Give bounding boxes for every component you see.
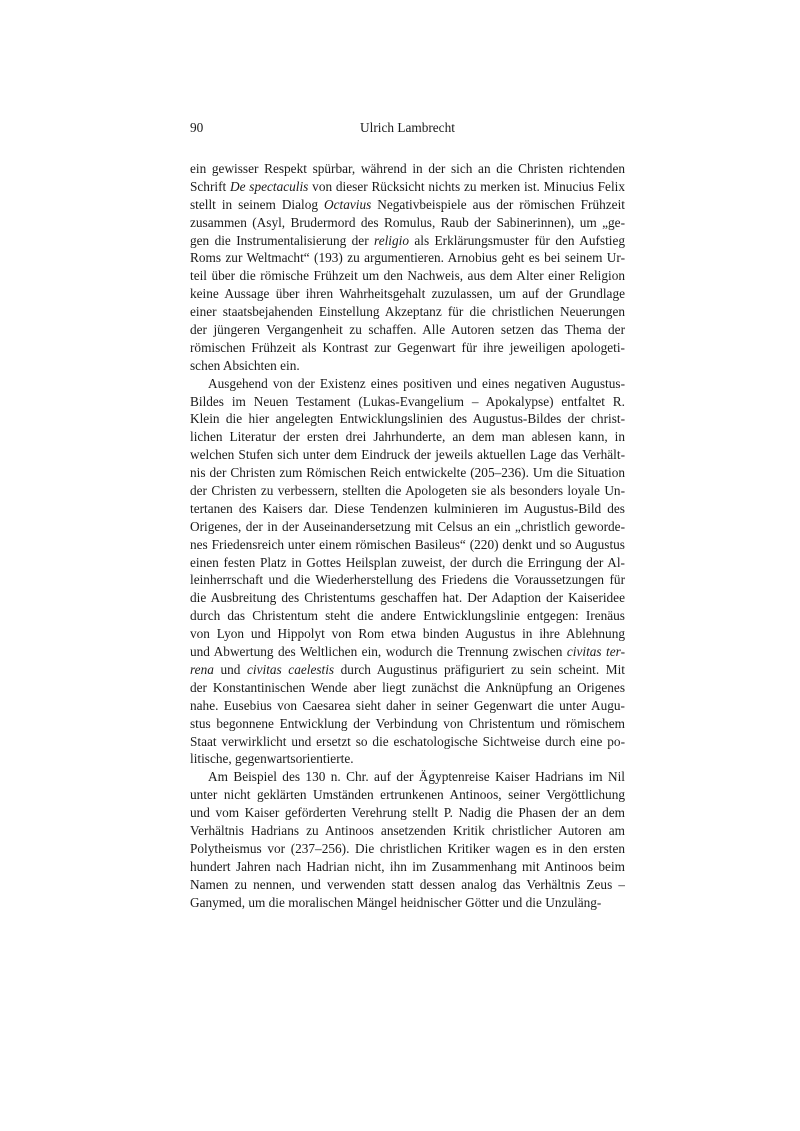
text-line: [190, 285, 625, 303]
text-line: [190, 786, 625, 804]
text-segment: Staat verwirklicht und ersetzt so die eschatologische Sichtweise durch eine po-: [190, 733, 625, 749]
text-line: [190, 750, 625, 768]
text-segment: Origenes, der in der Auseinandersetzung mit Celsus an ein „christlich geworde-: [190, 518, 625, 534]
running-head-author: Ulrich Lambrecht: [360, 120, 455, 135]
text-segment: schen Absichten ein.: [190, 357, 300, 373]
text-line: [190, 554, 625, 572]
text-segment: ein gewisser Respekt spürbar, während in der sich an die Christen richtenden: [190, 161, 625, 176]
text-line: [190, 214, 625, 232]
page-number: 90: [190, 120, 204, 135]
text-segment: nis der Christen zum Römischen Reich entwickelte (205–236). Um die Situation: [190, 465, 625, 481]
text-line: [190, 876, 625, 894]
text-segment: der jüngeren Vergangenheit zu schaffen. Alle Autoren setzen das Thema der: [190, 322, 625, 338]
text-line: [190, 625, 625, 643]
text-line: [190, 249, 625, 267]
text-segment: Polytheismus vor (237–256). Die christlichen Kritiker wagen es in den ersten: [190, 840, 625, 856]
text-segment: von Lyon und Hippolyt von Rom etwa binden Augustus in ihre Ablehnung: [190, 626, 625, 642]
italic-text: religio: [374, 232, 409, 248]
paragraph: [190, 768, 625, 911]
text-segment: stellt in seinem Dialog: [190, 196, 324, 212]
text-segment: hundert Jahren nach Hadrian nicht, ihn im Zusammenhang mit Antinoos beim: [190, 858, 625, 874]
text-line: [190, 894, 625, 912]
text-line: [190, 464, 625, 482]
text-line: [190, 428, 625, 446]
text-segment: nes Friedensreich unter einem römischen Basileus“ (220) denkt und so Augustus: [190, 536, 625, 552]
text-line: [190, 160, 625, 178]
text-segment: nahe. Eusebius von Caesarea sieht daher in seiner Gegenwart die unter Augu-: [190, 697, 625, 713]
text-segment: durch das Christentum steht die andere Entwicklungslinie entgegen: Irenäus: [190, 608, 625, 624]
text-line: [190, 571, 625, 589]
text-line: [190, 196, 625, 214]
text-line: [190, 768, 625, 786]
text-line: [190, 500, 625, 518]
text-line: [190, 410, 625, 428]
text-segment: römischen Frühzeit als Kontrast zur Gegenwart für ihre jeweiligen apologeti-: [190, 339, 625, 355]
text-segment: teil über die römische Frühzeit um den Nachweis, aus dem Alter einer Religion: [190, 268, 625, 284]
text-segment: Am Beispiel des 130 n. Chr. auf der Ägyptenreise Kaiser Hadrians im Nil: [208, 769, 625, 785]
text-line: [190, 804, 625, 822]
text-segment: die Ausbreitung des Christentums geschaffen hat. Der Adaption der Kaiseridee: [190, 590, 625, 606]
text-segment: welchen Stufen sich unter dem Eindruck der jeweils aktuellen Lage das Verhält-: [190, 447, 625, 463]
italic-text: Octavius: [324, 196, 372, 212]
text-segment: Roms zur Weltmacht“ (193) zu argumentieren. Arnobius geht es bei seinem Ur-: [190, 250, 625, 266]
text-line: [190, 822, 625, 840]
text-segment: unter nicht geklärten Umständen ertrunkenen Antinoos, seiner Vergöttlichung: [190, 787, 625, 803]
text-segment: keine Aussage über ihren Wahrheitsgehalt zuzulassen, um auf der Grundlage: [190, 286, 625, 302]
text-segment: litische, gegenwartsorientierte.: [190, 751, 354, 767]
text-segment: einen festen Platz in Gottes Heilsplan zuweist, der durch die Erringung der Al-: [190, 554, 625, 570]
text-line: [190, 357, 625, 375]
italic-text: De spectaculis: [229, 178, 309, 194]
text-segment: und Abwertung des Weltlichen ein, wodurch die Trennung zwischen: [190, 644, 567, 660]
text-segment: Verhältnis Hadrians zu Antinoos ansetzenden Kritik christlicher Autoren am: [190, 822, 625, 838]
text-line: [190, 589, 625, 607]
text-line: [190, 733, 625, 751]
text-segment: gen die Instrumentalisierung der: [190, 232, 375, 248]
text-segment: leinherrschaft und die Wiederherstellung des Friedens die Voraussetzungen für: [190, 572, 625, 588]
text-line: [190, 178, 625, 196]
text-segment: durch Augustinus präfiguriert zu sein scheint. Mit: [334, 661, 625, 677]
text-line: [190, 840, 625, 858]
text-line: [190, 446, 625, 464]
text-segment: und: [213, 661, 247, 677]
paragraph: [190, 375, 625, 769]
text-segment: Klein die hier angelegten Entwicklungslinien des Augustus-Bildes der christ-: [190, 411, 625, 427]
running-head: [190, 118, 625, 138]
text-line: [190, 375, 625, 393]
text-segment: tertanen des Kaisers dar. Diese Tendenzen kulminieren im Augustus-Bild des: [190, 500, 625, 516]
text-line: [190, 536, 625, 554]
text-segment: stus begonnene Entwicklung der Verbindung von Christentum und römischem: [190, 715, 625, 731]
text-line: [190, 679, 625, 697]
text-line: [190, 267, 625, 285]
text-segment: zusammen (Asyl, Brudermord des Romulus, Raub der Sabinerinnen), um „ge-: [190, 214, 625, 230]
text-line: [190, 232, 625, 250]
italic-text: rena: [190, 661, 214, 677]
text-segment: Negativbeispiele aus der römischen Frühzeit: [371, 196, 625, 212]
text-segment: von dieser Rücksicht nichts zu merken ist. Minucius Felix: [308, 178, 625, 194]
text-line: [190, 607, 625, 625]
text-line: [190, 482, 625, 500]
text-line: [190, 697, 625, 715]
italic-text: civitas ter-: [566, 644, 625, 660]
paragraph: [190, 160, 625, 375]
text-segment: als Erklärungsmuster für den Aufstieg: [409, 232, 625, 248]
text-segment: und vom Kaiser geförderten Verehrung stellt P. Nadig die Phasen der an dem: [190, 805, 625, 821]
text-segment: Schrift: [190, 178, 230, 194]
text-segment: Namen zu nennen, und verwenden statt dessen analog das Verhältnis Zeus –: [190, 876, 625, 892]
text-segment: der Konstantinischen Wende aber liegt zunächst die Anknüpfung an Origenes: [190, 679, 625, 695]
text-line: [190, 643, 625, 661]
text-line: [190, 661, 625, 679]
text-segment: der Christen zu verbessern, stellten die Apologeten sie als besonders loyale Un-: [190, 483, 625, 499]
body-text: [190, 160, 625, 911]
text-segment: Ganymed, um die moralischen Mängel heidnischer Götter und die Unzuläng-: [190, 894, 602, 910]
text-line: [190, 393, 625, 411]
text-line: [190, 303, 625, 321]
text-line: [190, 715, 625, 733]
book-page: [190, 118, 625, 911]
text-segment: Ausgehend von der Existenz eines positiven und eines negativen Augustus-: [208, 375, 625, 391]
text-line: [190, 858, 625, 876]
text-segment: einer staatsbejahenden Einstellung Akzeptanz für die christlichen Neuerungen: [190, 304, 625, 320]
text-line: [190, 518, 625, 536]
text-segment: Bildes im Neuen Testament (Lukas-Evangelium – Apokalypse) entfaltet R.: [190, 393, 625, 409]
text-line: [190, 321, 625, 339]
text-segment: lichen Literatur der ersten drei Jahrhunderte, an dem man ablesen kann, in: [190, 429, 625, 445]
italic-text: civitas caelestis: [247, 661, 335, 677]
text-line: [190, 339, 625, 357]
